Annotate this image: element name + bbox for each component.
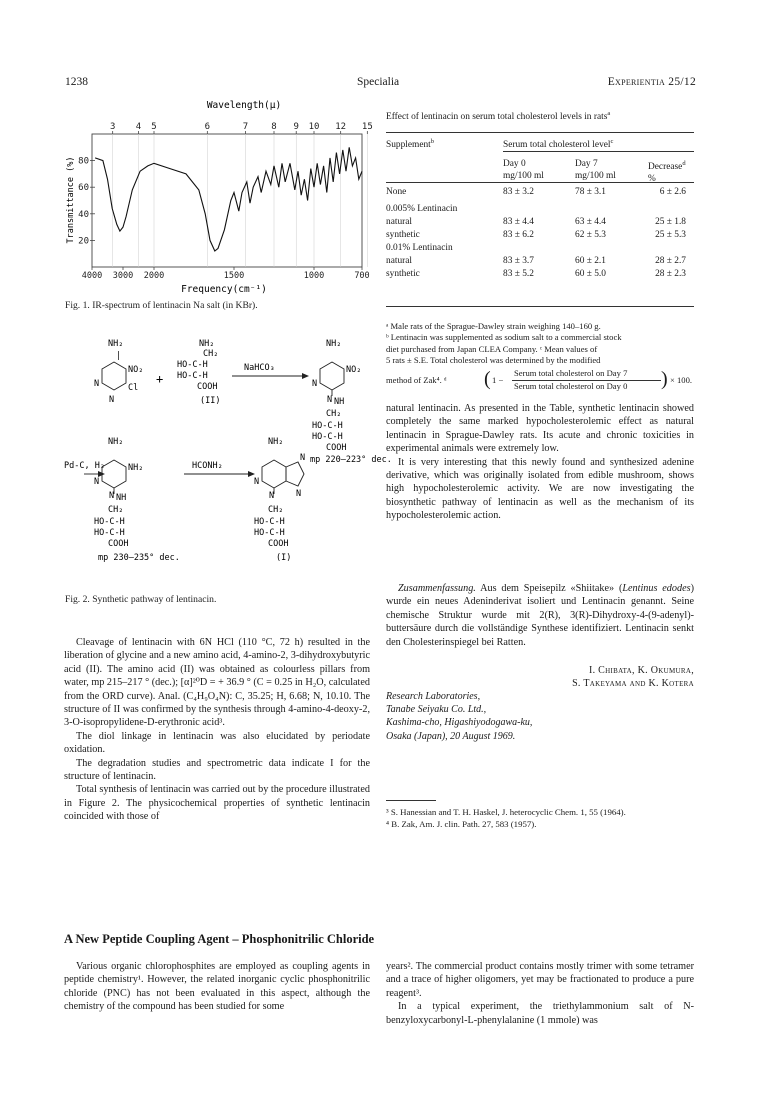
atom-label: N — [296, 489, 302, 499]
figure1-caption: Fig. 1. IR-spectrum of lentinacin Na salt (in KBr). — [65, 300, 258, 311]
note-d-one: 1 − — [492, 375, 504, 386]
row-day0: 83 ± 5.2 — [503, 269, 534, 279]
atom-label: N — [327, 395, 333, 405]
figure2-caption: Fig. 2. Synthetic pathway of lentinacin. — [65, 594, 217, 605]
y-tick-label: 20 — [78, 236, 89, 247]
top-tick-label: 4 — [135, 122, 142, 132]
journal-name: Experientia 25/12 — [607, 76, 696, 88]
note-b2: diet purchased from Japan CLEA Company. ᶜ Mean values of — [386, 343, 598, 354]
row-decrease: 28 ± 2.7 — [655, 256, 686, 266]
affiliation-line: Research Laboratories, — [386, 691, 481, 702]
authors-line2: S. Takeyama and K. Kotera — [572, 678, 694, 689]
top-tick-label: 10 — [308, 122, 320, 132]
col-supplement-mark: b — [430, 138, 435, 145]
x-tick-label: 1500 — [223, 271, 245, 281]
next-article-right — [386, 960, 694, 1027]
wavelength-axis-label: Wavelength(μ) — [206, 100, 282, 111]
paragraph: The diol linkage in lentinacin was also elucidated by periodate oxidation. — [64, 730, 370, 756]
reagent-nahco3: NaHCO₃ — [244, 363, 275, 373]
atom-label: HO-C-H — [177, 360, 208, 370]
row-day7: 78 ± 3.1 — [575, 187, 606, 197]
atom-label: N — [94, 477, 100, 487]
row-decrease: 6 ± 2.6 — [659, 187, 686, 197]
ir-spectrum-figure — [64, 96, 373, 296]
atom-label: NH₂ — [128, 463, 144, 473]
note-d-suffix: × 100. — [670, 375, 693, 386]
plot-frame — [92, 134, 362, 267]
zusammenfassung — [386, 582, 694, 649]
col-group: Serum total cholesterol level — [503, 140, 611, 151]
top-tick-label: 12 — [335, 122, 347, 132]
atom-label: N — [109, 491, 115, 501]
table-row — [386, 242, 694, 255]
references — [386, 807, 694, 830]
atom-label: N — [312, 379, 318, 389]
paragraph: In a typical experiment, the triethylammonium salt of N-benzyloxycarbonyl-L-phenylalanine (1 mmole) was — [386, 1001, 694, 1026]
atom-label: N — [109, 395, 115, 405]
atom-label: HO-C-H — [254, 528, 285, 538]
atom-label: N — [94, 379, 100, 389]
table-row — [386, 186, 694, 203]
ir-spectrum-line — [95, 147, 362, 251]
row-day0: 83 ± 3.7 — [503, 256, 534, 266]
right-column-text — [386, 402, 694, 523]
transmittance-ticks — [78, 157, 95, 247]
y-tick-label: 40 — [78, 209, 89, 220]
x-tick-label: 2000 — [143, 271, 165, 281]
row-day0: 83 ± 6.2 — [503, 230, 534, 240]
top-tick-label: 3 — [109, 122, 116, 132]
affiliation — [386, 690, 532, 743]
row-decrease: 25 ± 1.8 — [655, 217, 686, 227]
atom-label: NH₂ — [108, 339, 124, 349]
atom-label: Cl — [128, 383, 139, 393]
note-d-prefix: method of Zak⁴. ᵈ — [386, 375, 447, 386]
imidazole-ring-e — [286, 462, 304, 486]
left-column-text — [64, 636, 370, 824]
row-label: 0.01% Lentinacin — [386, 243, 453, 253]
y-tick-label: 80 — [78, 156, 89, 167]
pyrimidine-ring-a — [102, 362, 126, 390]
x-tick-label: 700 — [354, 271, 370, 281]
table-body — [386, 186, 694, 281]
table-row — [386, 268, 694, 281]
col-group-rule — [503, 151, 694, 152]
row-label: natural — [386, 217, 413, 227]
atom-label: COOH — [268, 539, 289, 549]
table-top-rule — [386, 132, 694, 133]
affiliation-line: Osaka (Japan), 20 August 1969. — [386, 730, 516, 742]
atom-label: N — [269, 491, 275, 501]
open-paren: ( — [484, 368, 491, 391]
references-rule — [386, 800, 436, 801]
pyrimidine-ring-c — [320, 362, 344, 390]
atom-label: HO-C-H — [312, 432, 343, 442]
zusammenfassung-text-b: ) wurde ein neues Adeninderivat isoliert und Lentinacin genannt. Seine chemische Struktur wurde mit 2(R), 3(R)-Dihydroxy-4-(9-adenyl)-buttersäure durch die vollständige Synthese identifiziert. Lentinacin senkt den Cholesterinspiegel bei Ratten. — [386, 583, 694, 648]
authors — [572, 664, 694, 690]
x-tick-label: 3000 — [112, 271, 134, 281]
y-tick-label: 60 — [78, 183, 89, 194]
row-day0: 83 ± 3.2 — [503, 187, 534, 197]
paragraph: natural lentinacin. As presented in the Table, synthetic lentinacin showed completely the same marked hypocholesterolemic effect as natural lentinacin in Sprague-Dawley rats. Its acute and chronic toxicities in experimental animals were extremely low. — [386, 403, 694, 455]
row-day7: 60 ± 5.0 — [575, 269, 606, 279]
row-label: None — [386, 187, 407, 197]
authors-line1: I. Chibata, K. Okumura, — [588, 665, 694, 676]
wavelength-ticks — [110, 122, 373, 134]
next-article-left — [64, 960, 370, 1014]
table-row — [386, 203, 694, 216]
note-b1: ᵇ Lentinacin was supplemented as sodium salt to a commercial stock — [386, 332, 622, 343]
table-title — [386, 110, 610, 122]
paragraph: The degradation studies and spectrometric data indicate I for the structure of lentinacin. — [64, 757, 370, 783]
col-group-mark: c — [610, 138, 614, 145]
atom-label: HO-C-H — [312, 421, 343, 431]
plot-gridlines — [113, 134, 368, 267]
row-day7: 60 ± 2.1 — [575, 256, 606, 266]
row-day7: 62 ± 5.3 — [575, 230, 606, 240]
atom-label: HO-C-H — [254, 517, 285, 527]
synthesis-scheme — [64, 332, 392, 582]
zusammenfassung-label: Zusammenfassung. — [398, 583, 476, 594]
paragraph: Cleavage of lentinacin with 6N HCl (110 °C, 72 h) resulted in the liberation of glycine and a new amino acid, 4-amino-2, 3-dihydroxybutyric acid (II). The amino acid (II) was obtained as colourless pillars from water, mp 215–217 ° (dec.); [α]²⁰D = + 36.9 ° (C = 0.25 in H₂O, calculated from the ORD curve). Anal. (C₄H₉O₄N): C, 35.25; H, 6.68; N, 10.10. The structure of II was confirmed by the synthesis through 4-amino-4-deoxy-2, 3-O-isopropylidene-D-erythronic acid³. — [64, 637, 370, 729]
page-number: 1238 — [65, 76, 88, 88]
atom-label: COOH — [197, 382, 218, 392]
paragraph: years². The commercial product contains mostly trimer with some tetramer and a trace of higher oligomers, yet may be fractionated to produce a pure reagent³. — [386, 961, 694, 999]
species-name: Lentinus edodes — [622, 583, 691, 594]
ir-spectrum-chart — [64, 96, 373, 296]
row-label: synthetic — [386, 230, 420, 240]
note-d-denominator: Serum total cholesterol on Day 0 — [514, 381, 628, 392]
table-row — [386, 255, 694, 268]
col-day7-line1: Day 7 — [575, 159, 598, 169]
table-row — [386, 229, 694, 242]
atom-label: NH — [116, 493, 127, 503]
top-tick-label: 6 — [204, 122, 211, 132]
mp-1: mp 220–223° dec. — [310, 455, 392, 465]
atom-label: HO-C-H — [94, 528, 125, 538]
col-day0-line1: Day 0 — [503, 159, 526, 169]
frequency-axis-label: Frequency(cm⁻¹) — [181, 284, 267, 295]
top-tick-label: 15 — [361, 122, 373, 132]
atom-label: N — [300, 453, 306, 463]
atom-label: | — [116, 351, 122, 361]
affiliation-line: Tanabe Seiyaku Co. Ltd., — [386, 704, 487, 716]
atom-label: NO₂ — [346, 365, 362, 375]
label-ii: (II) — [200, 396, 221, 406]
reagent-hconh2: HCONH₂ — [192, 461, 223, 471]
col-decrease-mark: d — [682, 160, 686, 167]
top-tick-label: 9 — [293, 122, 299, 132]
reagent-pd-c: Pd-C, H₂ — [64, 461, 105, 471]
row-label: synthetic — [386, 269, 420, 279]
atom-label: NH₂ — [199, 339, 215, 349]
top-tick-label: 8 — [271, 122, 277, 132]
top-tick-label: 5 — [151, 122, 157, 132]
table-title-text: Effect of lentinacin on serum total cholesterol levels in rats — [386, 112, 608, 123]
row-day7: 63 ± 4.4 — [575, 217, 606, 227]
table-bottom-rule — [386, 306, 694, 307]
atom-label: CH₂ — [203, 349, 219, 359]
atom-label: CH₂ — [108, 505, 124, 515]
note-d-formula — [386, 368, 694, 394]
label-i: (I) — [276, 553, 292, 563]
atom-label: COOH — [326, 443, 347, 453]
plus-sign: + — [156, 372, 164, 386]
atom-label: CH₂ — [326, 409, 342, 419]
note-a: ᵃ Male rats of the Sprague-Dawley strain weighing 140–160 g. — [386, 321, 601, 331]
col-day0-line2: mg/100 ml — [503, 171, 544, 181]
note-d-numerator: Serum total cholesterol on Day 7 — [514, 368, 628, 379]
zusammenfassung-text-a: Aus dem Speisepilz «Shiitake» ( — [475, 583, 623, 594]
section-title: Specialia — [357, 76, 400, 88]
row-label: 0.005% Lentinacin — [386, 204, 458, 214]
table-row — [386, 216, 694, 229]
atom-label: CH₂ — [268, 505, 284, 515]
note-c1: 5 rats ± S.E. Total cholesterol was determined by the modified — [386, 354, 601, 365]
row-decrease: 28 ± 2.3 — [655, 269, 686, 279]
close-paren: ) — [661, 368, 668, 391]
arrowhead — [302, 373, 309, 379]
atom-label: COOH — [108, 539, 129, 549]
x-tick-label: 4000 — [81, 271, 103, 281]
top-tick-label: 7 — [242, 122, 249, 132]
affiliation-line: Kashima-cho, Higashiyodogawa-ku, — [386, 717, 533, 729]
col-day7-line2: mg/100 ml — [575, 171, 616, 181]
atom-label: NH₂ — [326, 339, 342, 349]
mp-2: mp 230–235° dec. — [98, 553, 180, 563]
table-header-rule — [386, 182, 694, 183]
paragraph: Total synthesis of lentinacin was carried out by the procedure illustrated in Figure 2. The physicochemical properties of synthetic lentinacin coincided with those of — [64, 784, 370, 823]
col-supplement: Supplement — [386, 140, 431, 151]
table-title-mark: a — [607, 110, 611, 117]
synthesis-figure — [64, 332, 392, 582]
row-decrease: 25 ± 5.3 — [655, 230, 686, 240]
pyrimidine-ring-d — [102, 460, 126, 488]
atom-label: N — [254, 477, 260, 487]
frequency-ticks — [82, 267, 370, 281]
col-decrease-line2: % — [648, 174, 656, 185]
atom-label: NH — [334, 397, 345, 407]
atom-label: NO₂ — [128, 365, 144, 375]
row-label: natural — [386, 256, 413, 266]
transmittance-axis-label: Transmittance (%) — [66, 156, 76, 244]
next-article-title: A New Peptide Coupling Agent – Phosphonitrilic Chloride — [64, 932, 375, 946]
purine-ring-e — [262, 460, 286, 488]
atom-label: NH₂ — [268, 437, 284, 447]
atom-label: NH₂ — [108, 437, 124, 447]
col-decrease-line1: Decrease — [648, 162, 683, 173]
atom-label: HO-C-H — [177, 371, 208, 381]
atom-label: HO-C-H — [94, 517, 125, 527]
reference-4: ⁴ B. Zak, Am. J. clin. Path. 27, 583 (1957). — [386, 818, 537, 829]
paragraph: It is very interesting that this newly found and synthesized adenine derivative, which was originally isolated from edible mushroom, shows high hypocholesterolemic activity. We are now investigating the biosynthetic pathway of lentinacin as well as the mechanism of its hypocholesterolemic action. — [386, 456, 694, 522]
x-tick-label: 1000 — [303, 271, 325, 281]
row-day0: 83 ± 4.4 — [503, 217, 534, 227]
paragraph: Various organic chlorophosphites are employed as coupling agents in peptide chemistry¹. However, the related inorganic cyclic phosphonitrilic chloride (PNC) has not been evaluated in this aspect, although the chemistry of the compound has been studied for some — [64, 961, 370, 1013]
reference-3: ³ S. Hanessian and T. H. Haskel, J. heterocyclic Chem. 1, 55 (1964). — [386, 807, 626, 817]
table-notes — [386, 321, 694, 394]
